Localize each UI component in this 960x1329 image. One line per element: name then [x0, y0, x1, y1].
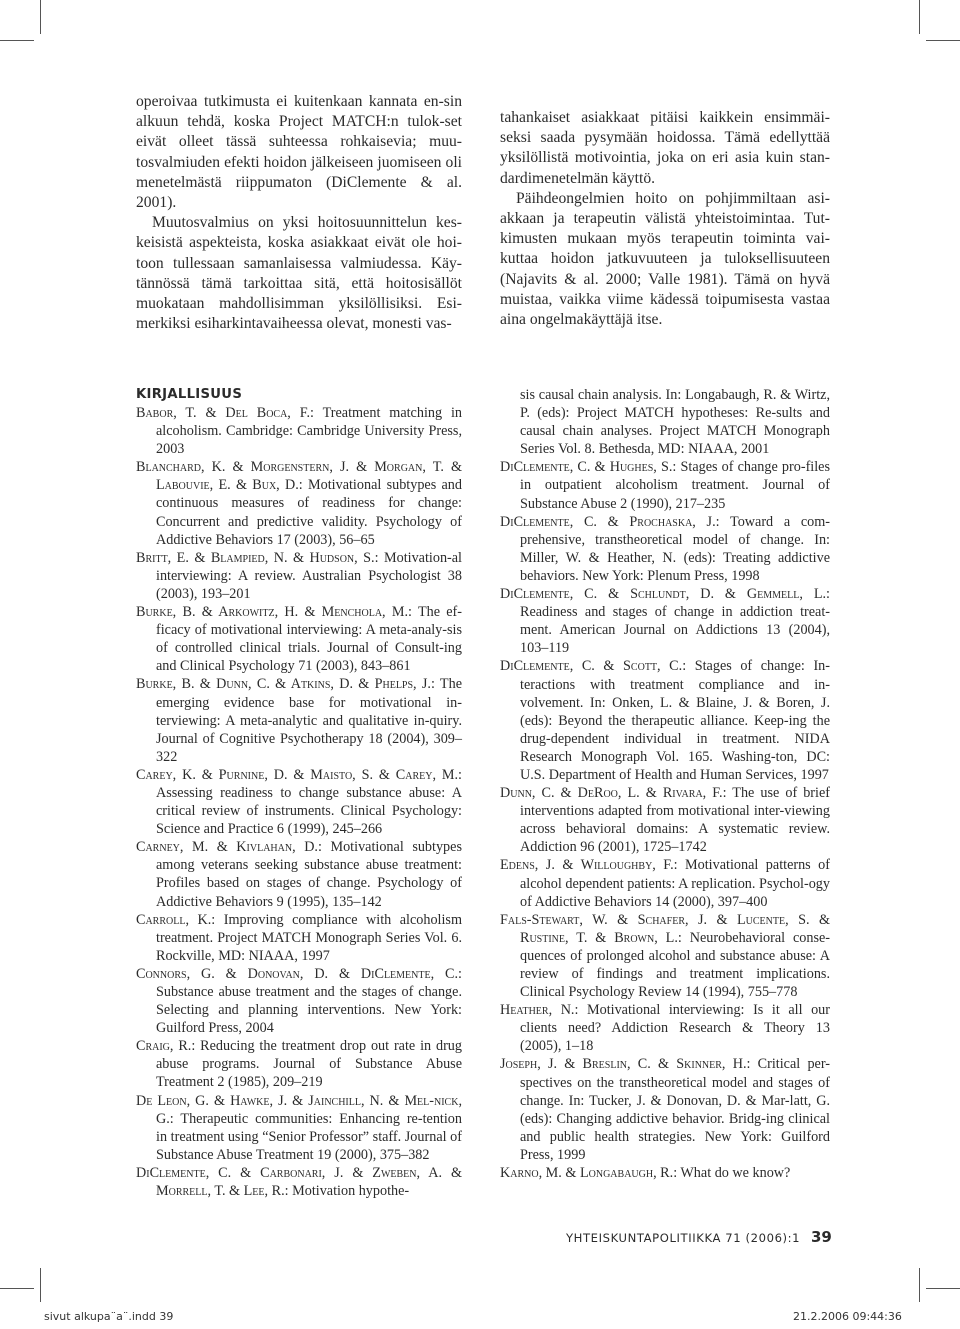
reference-authors: Karno, M. & Longabaugh, R. — [500, 1165, 674, 1182]
reference-details: : Motivation hypothe- — [284, 1183, 410, 1200]
body-text-left-column — [136, 92, 462, 334]
crop-mark-top-right-v — [919, 0, 920, 34]
crop-mark-top-left-h — [0, 40, 34, 41]
reference-details: : Assessing readiness to change substance abuse: A critical review of instruments. Clinical Psychology: Science and Practice 6 (1999), 245–266 — [156, 766, 462, 838]
reference-authors: De Leon, G. & Hawke, J. & Jainchill, N. & Mel-nick, G. — [136, 1092, 462, 1127]
reference-entry — [500, 458, 830, 512]
reference-entry — [136, 766, 462, 838]
reference-entry — [136, 675, 462, 765]
reference-authors: Connors, G. & Donovan, D. & DiClemente, C. — [136, 965, 459, 982]
print-slug-timestamp: 21.2.2006 09:44:36 — [793, 1310, 902, 1323]
reference-details: : Substance abuse treatment and the stages of change. Selecting and planning interventions. New York: Guilford Press, 2004 — [156, 965, 462, 1037]
reference-entry — [136, 965, 462, 1037]
crop-mark-bottom-left-h — [0, 1288, 34, 1289]
reference-details: : Motivational subtypes and continuous measures of readiness for change: Concurrent and predictive validity. Psychology of Addictive Behaviors 17 (2003), 56–65 — [156, 477, 462, 548]
reference-details: : Critical per-spectives on the transtheoretical model and stages of change. In: Tucker, J. & Donovan, D. & Mar-latt, G. (eds): Changing addictive behavior. Bridg-ing clinical and public health strategies. New York: Guilford Press, 1999 — [520, 1056, 831, 1163]
reference-authors: DiClemente, C. & Carbonari, J. & Zweben, A. & Morrell, T. & Lee, R. — [136, 1164, 462, 1200]
reference-authors: DiClemente, C. & Hughes, S. — [500, 459, 673, 476]
reference-authors: Heather, N. — [500, 1002, 575, 1019]
body-paragraph: Muutosvalmius on yksi hoitosuunnittelun kes-keisistä aspekteista, koska asiakkaat eivät ole hoi-toon tullessaan samanlaisessa valmiudessa. Käy-tännössä tämä tarkoittaa sitä, että hoitosisällöt muokataan mahdollisimman yksilöllisiksi. Esi-merkiksi esiharkintavaiheessa olevat, monesti vas- — [136, 214, 462, 333]
reference-authors: Blanchard, K. & Morgenstern, J. & Morgan, T. & Labouvie, E. & Bux, D. — [136, 459, 462, 494]
reference-authors: Burke, B. & Arkowitz, H. & Menchola, M. — [136, 604, 409, 621]
reference-entry — [500, 1001, 830, 1055]
reference-details: : What do we know? — [673, 1165, 791, 1182]
reference-entry — [136, 1092, 462, 1164]
reference-entry — [500, 513, 830, 585]
reference-details: : Motivation-al interviewing: A review. Australian Psychologist 38 (2003), 193–201 — [156, 549, 463, 602]
reference-details: : Motivational interviewing: Is it all our clients need? Addiction Research & Theory 13 (2005), 1–18 — [520, 1002, 830, 1055]
reference-entry — [500, 911, 830, 1001]
crop-mark-top-right-h — [926, 40, 960, 41]
reference-details: : The ef-ficacy of motivational interviewing: A meta-analy-sis of controlled clinical trials. Journal of Consult-ing and Clinical Psychology 71 (2003), 843–861 — [156, 604, 462, 675]
reference-authors: Carey, K. & Purnine, D. & Maisto, S. & Carey, M. — [136, 766, 459, 783]
reference-entry — [136, 911, 462, 965]
reference-continuation: sis causal chain analysis. In: Longabaugh, R. & Wirtz, P. (eds): Project MATCH hypotheses: Re-sults and causal chain analyses. Project MATCH Monograph Series Vol. 8. Bethesda, MD: NIAAA, 2001 — [520, 387, 830, 458]
reference-authors: Craig, R. — [136, 1038, 192, 1055]
reference-details: : The use of brief interventions adapted from motivational inter-viewing across behavioral domains: A systematic review. Addiction 96 (2001), 1725–1742 — [520, 785, 830, 856]
reference-entry — [136, 603, 462, 675]
reference-details: : Motivational patterns of alcohol dependent patients: A replication. Psychol-ogy of Addictive Behaviors 14 (2000), 397–400 — [520, 857, 830, 910]
reference-entry — [500, 1055, 830, 1164]
reference-authors: DiClemente, C. & Schlundt, D. & Gemmell, L. — [500, 586, 827, 603]
reference-details: : Motivational subtypes among veterans seeking substance abuse treatment: Profiles based on stages of change. Psychology of Addictive Behaviors 9 (1995), 135–142 — [156, 839, 462, 910]
reference-details: : Treatment matching in alcoholism. Cambridge: Cambridge University Press, 2003 — [156, 405, 462, 458]
reference-authors: Carroll, K. — [136, 911, 212, 928]
reference-details: : Therapeutic communities: Enhancing re-tention in treatment using “Senior Professor” staff. Journal of Substance Abuse Treatment 19 (2000), 375–382 — [156, 1110, 462, 1163]
reference-authors: Edens, J. & Willoughby, F. — [500, 857, 674, 874]
reference-entry — [500, 657, 830, 784]
reference-entry — [136, 549, 462, 603]
references-left-column — [136, 404, 462, 1200]
crop-mark-bottom-right-v — [919, 1268, 920, 1302]
reference-authors: Burke, B. & Dunn, C. & Atkins, D. & Phelps, J. — [136, 676, 431, 693]
reference-authors: DiClemente, C. & Prochaska, J. — [500, 513, 716, 530]
reference-entry — [136, 1037, 462, 1091]
reference-details: : Stages of change pro-files in outpatient alcoholism treatment. Journal of Substance Abuse 2 (1990), 217–235 — [520, 459, 830, 512]
reference-entry — [136, 1164, 462, 1200]
reference-authors: Britt, E. & Blampied, N. & Hudson, S. — [136, 549, 375, 566]
body-text-right-column — [500, 108, 830, 330]
reference-entry — [136, 838, 462, 910]
reference-authors: DiClemente, C. & Scott, C. — [500, 658, 683, 675]
running-footer-journal: YHTEISKUNTAPOLITIIKKA 71 (2006):1 — [566, 1231, 801, 1245]
page-number: 39 — [811, 1228, 832, 1246]
reference-entry — [500, 1164, 830, 1182]
reference-authors: Fals-Stewart, W. & Schafer, J. & Lucente, S. & Rustine, T. & Brown, L. — [500, 911, 830, 946]
reference-entry — [500, 856, 830, 910]
crop-mark-bottom-left-v — [40, 1268, 41, 1302]
body-paragraph: operoivaa tutkimusta ei kuitenkaan kannata en-sin alkuun tehdä, koska Project MATCH:n tulok-set eivät olleet tässä suhteessa rohkaisevia; muu-tosvalmiuden efekti hoidon jälkeiseen juomiseen oli menetelmästä riippumaton (DiClemente & al. 2001). — [136, 93, 462, 212]
reference-entry — [500, 585, 830, 657]
reference-authors: Babor, T. & Del Boca, F. — [136, 405, 311, 421]
references-heading: KIRJALLISUUS — [136, 387, 243, 402]
reference-details: : Improving compliance with alcoholism treatment. Project MATCH Monograph Series Vol. 6. Rockville, MD: NIAAA, 1997 — [156, 911, 462, 964]
reference-entry — [500, 784, 830, 856]
reference-details: : Stages of change: In-teractions with treatment compliance and in-volvement. In: Onken, L. & Blaine, J. & Boren, J. (eds): Beyond the therapeutic alliance. Keep-ing the drug-dependent individual in treatment. NIDA Research Monograph Vol. 165. Washing-ton, DC: U.S. Department of Health and Human Services, 1997 — [520, 658, 830, 783]
print-slug-filename: sivut alkupa¨a¨.indd 39 — [44, 1310, 174, 1323]
crop-mark-top-left-v — [40, 0, 41, 34]
references-right-column — [500, 386, 830, 1182]
body-paragraph: Päihdeongelmien hoito on pohjimmiltaan asi-akkaan ja terapeutin välistä yhteistoimintaa. Tut-kimusten mukaan myös terapeutin toiminta vai-kuttaa hoidon jatkuvuuteen ja tuloksellisuuteen (Najavits & al. 2000; Valle 1981). Tämä on hyvä muistaa, vaikka viime kädessä toipumisesta vastaa aina ongelmakäyttäjä itse. — [500, 189, 830, 329]
reference-details: : Readiness and stages of change in addiction treat-ment. American Journal on Addictions 13 (2004), 103–119 — [520, 586, 830, 657]
reference-entry — [136, 404, 462, 458]
body-paragraph: tahankaiset asiakkaat pitäisi kaikkein ensimmäi-seksi saada pysymään hoidossa. Tämä edellyttää yksilöllistä motivointia, joka on eri asia kuin stan-dardimenetelmän käyttö. — [500, 109, 830, 187]
reference-details: : Reducing the treatment drop out rate in drug abuse programs. Journal of Substance Abuse Treatment 2 (1985), 209–219 — [156, 1038, 462, 1091]
reference-authors: Joseph, J. & Breslin, C. & Skinner, H. — [500, 1056, 747, 1073]
reference-details: : Toward a com-prehensive, transtheoretical model of change. In: Miller, W. & Heather, N. (eds): Treating addictive behaviors. New York: Plenum Press, 1998 — [520, 513, 830, 584]
reference-details: : Neurobehavioral conse-quences of prolonged alcohol and substance abuse: A review of findings and treatment implications. Clinical Psychology Review 14 (1994), 755–778 — [520, 929, 830, 1001]
crop-mark-bottom-right-h — [926, 1288, 960, 1289]
reference-authors: Carney, M. & Kivlahan, D. — [136, 839, 318, 856]
reference-authors: Dunn, C. & DeRoo, L. & Rivara, F. — [500, 785, 723, 802]
reference-entry — [136, 458, 462, 548]
reference-details: : The emerging evidence base for motivational in-terviewing: A meta-analytic and qualitative in-quiry. Journal of Cognitive Psychotherapy 18 (2004), 309–322 — [156, 676, 462, 765]
